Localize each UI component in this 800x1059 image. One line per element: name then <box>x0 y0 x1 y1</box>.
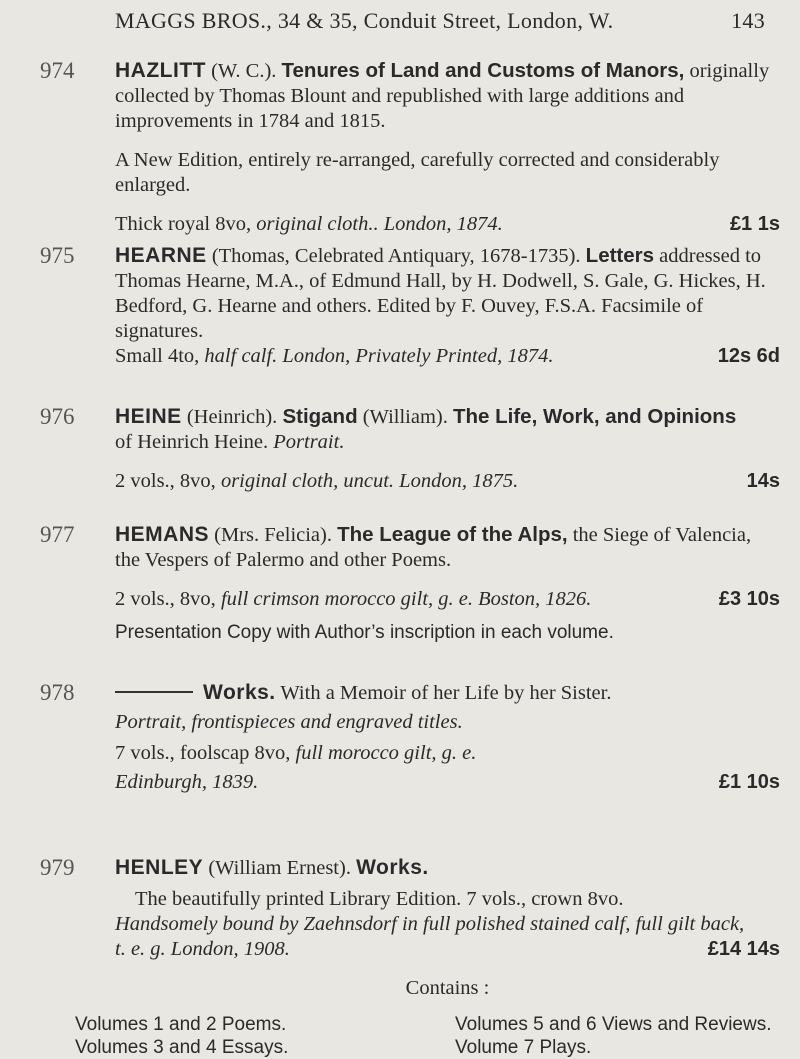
catalog-entry-977 <box>40 522 780 645</box>
ditto-dash <box>115 691 193 693</box>
entry-description <box>115 680 780 706</box>
page-header <box>115 8 765 34</box>
book-title: The League of the Alps, <box>337 523 568 546</box>
description-text: With a Memoir of her Life by her Sister. <box>275 682 612 704</box>
binding: full morocco gilt, g. e. <box>295 742 477 764</box>
author-name: HEMANS <box>115 523 210 546</box>
price: 12s 6d <box>717 345 780 367</box>
format-line <box>115 469 780 494</box>
description-italic: Portrait. <box>273 431 345 453</box>
catalog-entry-978 <box>40 680 780 795</box>
description-text: The beautifully printed Library Edition. 7 vols., crown 8vo. <box>135 888 624 910</box>
description-text: of Heinrich Heine. <box>115 431 274 453</box>
format-line <box>115 344 780 369</box>
entry-heading <box>115 855 780 881</box>
book-title: Works. <box>356 856 429 879</box>
author-details: (Heinrich). <box>181 406 283 428</box>
entry-number: 977 <box>40 522 75 547</box>
format-text: Thick royal 8vo, <box>115 213 257 235</box>
author-name: HEINE <box>115 405 182 428</box>
entry-description <box>115 404 780 430</box>
book-title: Tenures of Land and Customs of Manors, <box>281 59 685 82</box>
format-text: Small 4to, <box>115 345 205 367</box>
price: 14s <box>746 470 780 492</box>
list-item: Volume 7 Plays. <box>455 1037 592 1058</box>
price: £3 10s <box>718 588 780 610</box>
price: £14 14s <box>707 938 780 960</box>
author-name: HENLEY <box>115 856 204 879</box>
binding-place: original cloth, uncut. London, 1875. <box>220 470 519 492</box>
format-line <box>115 587 780 612</box>
book-title: Letters <box>585 244 655 267</box>
entry-number: 979 <box>40 855 75 880</box>
entry-number: 974 <box>40 58 75 83</box>
catalog-entry-976 <box>40 404 780 494</box>
editor-details: (William). <box>357 406 453 428</box>
page-number: 143 <box>731 8 765 33</box>
binding-place: half calf. London, Privately Printed, 1874. <box>204 345 554 367</box>
format-text: 7 vols., foolscap 8vo, <box>115 742 296 764</box>
author-details: (William Ernest). <box>203 857 357 879</box>
volume-list <box>75 1013 780 1059</box>
description-text: addressed to Thomas Hearne, M.A., of Edmund Hall, by H. Dodwell, S. Gale, G. Hickes, H. Bedford, G. Hearne and others. Edited by F. Ouvey, F.S.A. Facsimile of signatures. <box>115 245 766 342</box>
entry-description <box>115 243 780 344</box>
presentation-note: Presentation Copy with Author’s inscription in each volume. <box>115 622 614 643</box>
catalog-entry-974 <box>40 58 780 237</box>
entry-number: 976 <box>40 404 75 429</box>
entry-number: 978 <box>40 680 75 705</box>
author-details: (Mrs. Felicia). <box>209 524 338 546</box>
publisher-line: MAGGS BROS., 34 & 35, Conduit Street, London, W. <box>115 8 614 33</box>
author-details: (Thomas, Celebrated Antiquary, 1678-1735). <box>206 245 586 267</box>
binding-place: Handsomely bound by Zaehnsdorf in full polished stained calf, full gilt back, t. e. g. London, 1908. <box>115 913 745 960</box>
description-text: originally collected by Thomas Blount and republished with large additions and improvements in 1784 and 1815. <box>115 60 770 132</box>
entry-description <box>115 522 780 573</box>
format-line <box>115 770 780 795</box>
place-date: Edinburgh, 1839. <box>115 771 259 793</box>
list-item: Volumes 1 and 2 Poems. <box>75 1014 287 1035</box>
format-line <box>115 912 780 962</box>
binding-place: original cloth.. London, 1874. <box>256 213 503 235</box>
author-name: HAZLITT <box>115 59 206 82</box>
contains-heading: Contains : <box>405 977 490 999</box>
format-text: 2 vols., 8vo, <box>115 588 221 610</box>
list-item: Volumes 3 and 4 Essays. <box>75 1037 289 1058</box>
author-name: HEARNE <box>115 244 207 267</box>
format-line <box>115 212 780 237</box>
price: £1 1s <box>729 213 780 235</box>
description-text: the Siege of Valencia, the Vespers of Palermo and other Poems. <box>115 524 752 571</box>
author-details: (W. C.). <box>205 60 282 82</box>
book-title: Works. <box>203 681 276 704</box>
format-text: 2 vols., 8vo, <box>115 470 221 492</box>
binding-place: full crimson morocco gilt, g. e. Boston, 1826. <box>220 588 592 610</box>
catalog-entry-975 <box>40 243 780 369</box>
description-italic: Portrait, frontispieces and engraved titles. <box>115 711 463 733</box>
list-item: Volumes 5 and 6 Views and Reviews. <box>455 1014 772 1035</box>
edition-note: A New Edition, entirely re-arranged, carefully corrected and considerably enlarged. <box>115 149 720 196</box>
price: £1 10s <box>718 771 780 793</box>
editor-name: Stigand <box>282 405 358 428</box>
book-title: The Life, Work, and Opinions <box>453 405 737 428</box>
entry-description <box>115 58 780 134</box>
catalog-entry-979 <box>40 855 780 1059</box>
entry-number: 975 <box>40 243 75 268</box>
